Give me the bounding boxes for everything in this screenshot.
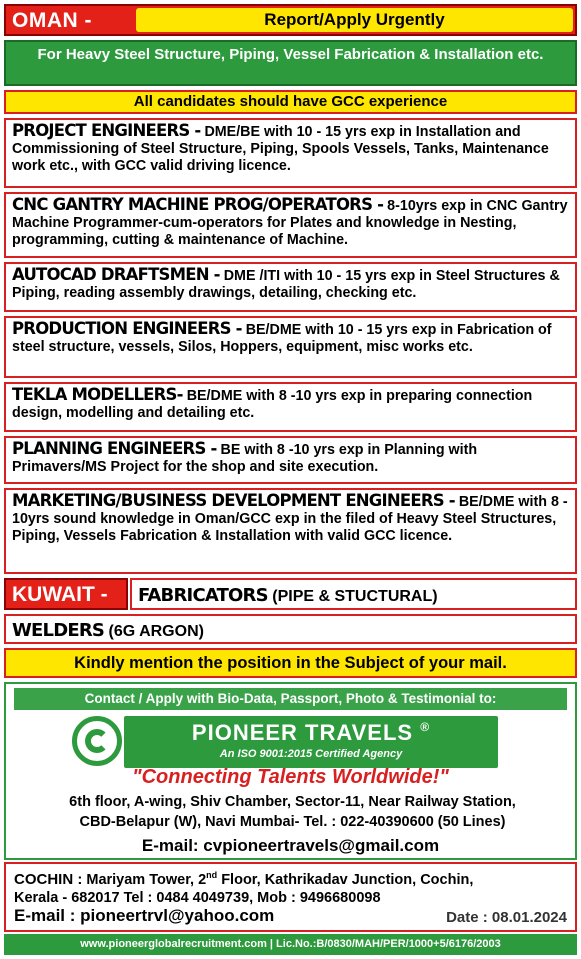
- footer-website-license[interactable]: www.pioneerglobalrecruitment.com | Lic.No.:B/0830/MAH/PER/1000+5/6176/2003: [4, 934, 577, 955]
- company-name-text: PIONEER TRAVELS: [191, 720, 414, 745]
- oman-header: [4, 4, 577, 36]
- registered-mark: ®: [420, 720, 431, 734]
- job-fabricators: [130, 578, 577, 610]
- job-description: (6G ARGON): [108, 623, 204, 640]
- kuwait-country-label: KUWAIT -: [4, 578, 128, 610]
- job-tekla-modellers: [4, 382, 577, 432]
- job-title: MARKETING/BUSINESS DEVELOPMENT ENGINEERS -: [12, 491, 455, 510]
- post-date: Date : 08.01.2024: [446, 909, 567, 926]
- company-name: [124, 720, 498, 746]
- job-cnc-gantry-operators: [4, 192, 577, 258]
- job-title: PROJECT ENGINEERS -: [12, 121, 201, 140]
- contact-heading: Contact / Apply with Bio-Data, Passport, Photo & Testimonial to:: [14, 688, 567, 710]
- job-description: (PIPE & STUCTURAL): [272, 588, 438, 605]
- cochin-address-part: Mariyam Tower, 2: [86, 871, 207, 888]
- job-description: BE/DME with 8 -10 yrs exp in preparing connection design, modelling and detailing etc.: [12, 388, 533, 421]
- job-marketing-engineers: [4, 488, 577, 574]
- cochin-office: [4, 862, 577, 932]
- contact-section: [4, 682, 577, 860]
- tagline: "Connecting Talents Worldwide!": [132, 766, 449, 788]
- ordinal-suffix: nd: [206, 870, 218, 880]
- mumbai-address: [20, 792, 565, 832]
- job-autocad-draftsmen: [4, 262, 577, 312]
- job-title: TEKLA MODELLERS-: [12, 385, 183, 404]
- job-planning-engineers: [4, 436, 577, 484]
- job-title: PRODUCTION ENGINEERS -: [12, 319, 242, 338]
- job-project-engineers: [4, 118, 577, 188]
- scope-banner: For Heavy Steel Structure, Piping, Vessel Fabrication & Installation etc.: [4, 40, 577, 86]
- job-description: DME/BE with 10 - 15 yrs exp in Installation and Commissioning of Steel Structure, Piping, Spools Vessels, Tanks, Maintenance work etc., with GCC valid driving licence.: [12, 124, 549, 174]
- job-title: WELDERS: [12, 620, 105, 641]
- oman-country-label: OMAN -: [12, 9, 92, 32]
- gcc-requirement-banner: All candidates should have GCC experience: [4, 90, 577, 114]
- job-title: PLANNING ENGINEERS -: [12, 439, 217, 458]
- address-line: CBD-Belapur (W), Navi Mumbai- Tel. : 022-40390600 (50 Lines): [79, 814, 506, 830]
- job-production-engineers: [4, 316, 577, 378]
- job-description: BE/DME with 10 - 15 yrs exp in Fabrication of steel structure, vessels, Silos, Hoppers, equipment, misc works etc.: [12, 322, 552, 355]
- cochin-phone-line: Kerala - 682017 Tel : 0484 4049739, Mob : 9496680098: [14, 889, 381, 906]
- cochin-email-link[interactable]: E-mail : pioneertrvl@yahoo.com: [14, 905, 275, 925]
- job-title: AUTOCAD DRAFTSMEN -: [12, 265, 220, 284]
- job-description: BE with 8 -10 yrs exp in Planning with Primavers/MS Project for the shop and site execution.: [12, 442, 478, 475]
- report-urgently-banner: Report/Apply Urgently: [136, 8, 573, 32]
- iso-certification: An ISO 9001:2015 Certified Agency: [219, 748, 403, 760]
- mention-position-banner: Kindly mention the position in the Subject of your mail.: [4, 648, 577, 678]
- job-description: 8-10yrs exp in CNC Gantry Machine Programmer-cum-operators for Plates and knowledge in Nesting, programming, cutting & maintenance of Machine.: [12, 198, 568, 248]
- job-description: BE/DME with 8 - 10yrs sound knowledge in Oman/GCC exp in the filed of Heavy Steel Structures, Piping, Vessels Fabrication & Installation with valid GCC licence.: [12, 494, 568, 544]
- cochin-address-part: Floor, Kathrikadav Junction, Cochin,: [217, 871, 474, 888]
- cochin-label: COCHIN :: [14, 870, 83, 888]
- job-welders: [4, 614, 577, 644]
- job-description: DME /ITI with 10 - 15 yrs exp in Steel Structures & Piping, reading assembly drawings, detailing, checking etc.: [12, 268, 560, 301]
- job-title: FABRICATORS: [138, 585, 268, 606]
- job-title: CNC GANTRY MACHINE PROG/OPERATORS -: [12, 195, 384, 214]
- address-line: 6th floor, A-wing, Shiv Chamber, Sector-11, Near Railway Station,: [69, 794, 516, 810]
- pioneer-logo-icon: [72, 716, 122, 766]
- contact-email-link[interactable]: E-mail: cvpioneertravels@gmail.com: [141, 836, 440, 855]
- company-banner: [124, 716, 498, 768]
- cochin-address-line: [14, 866, 567, 889]
- kuwait-section: [4, 578, 577, 612]
